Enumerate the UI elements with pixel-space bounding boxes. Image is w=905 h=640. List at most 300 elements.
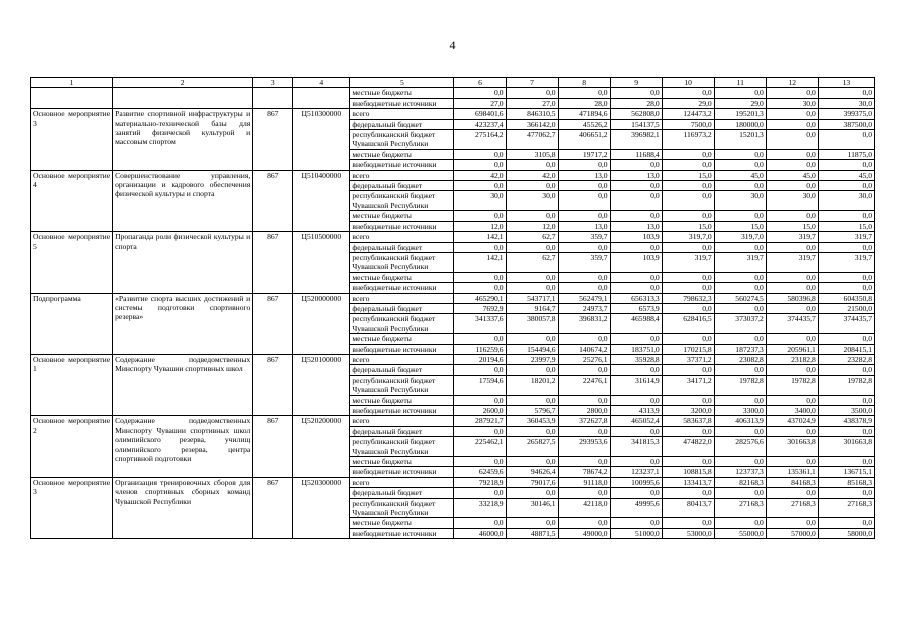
value-cell: 0,0 <box>714 160 766 170</box>
value-cell: 0,0 <box>610 365 662 375</box>
value-cell: 846310,5 <box>506 109 558 119</box>
value-cell: 15,0 <box>766 221 818 231</box>
value-cell: 28,0 <box>610 98 662 108</box>
funding-source: всего <box>350 293 454 303</box>
value-cell: 301663,8 <box>766 437 818 457</box>
value-cell: 0,0 <box>558 160 610 170</box>
value-cell: 0,0 <box>714 365 766 375</box>
program-type: Основное мероприятие 4 <box>31 170 113 231</box>
value-cell: 19782,8 <box>766 375 818 395</box>
funding-source: всего <box>350 416 454 426</box>
value-cell: 103,9 <box>610 232 662 242</box>
value-cell: 406313,9 <box>714 416 766 426</box>
value-cell: 293953,6 <box>558 437 610 457</box>
value-cell: 0,0 <box>766 283 818 293</box>
funding-source: местные бюджеты <box>350 272 454 282</box>
funding-source: внебюджетные источники <box>350 528 454 538</box>
value-cell: 23182,8 <box>766 354 818 364</box>
program-name: Пропаганда роли физической культуры и спорта <box>113 232 253 293</box>
value-cell: 4313,9 <box>610 406 662 416</box>
value-cell: 628416,5 <box>662 314 714 334</box>
value-cell: 3500,0 <box>818 406 874 416</box>
value-cell: 51000,0 <box>610 528 662 538</box>
value-cell: 698401,6 <box>454 109 506 119</box>
value-cell: 27,0 <box>506 98 558 108</box>
value-cell: 0,0 <box>818 211 874 221</box>
value-cell: 0,0 <box>766 395 818 405</box>
header-cell: 3 <box>253 78 293 88</box>
funding-source: местные бюджеты <box>350 457 454 467</box>
program-name: Организация тренировочных сборов для членов спортивных сборных команд Чувашской Республики <box>113 477 253 538</box>
value-cell: 341815,3 <box>610 437 662 457</box>
value-cell: 798632,3 <box>662 293 714 303</box>
value-cell: 183751,0 <box>610 344 662 354</box>
value-cell: 142,1 <box>454 232 506 242</box>
value-cell: 136715,1 <box>818 467 874 477</box>
value-cell: 0,0 <box>662 426 714 436</box>
funding-source: всего <box>350 109 454 119</box>
value-cell: 27168,3 <box>714 498 766 518</box>
value-cell: 29,0 <box>662 98 714 108</box>
value-cell: 22476,1 <box>558 375 610 395</box>
value-cell: 437024,9 <box>766 416 818 426</box>
value-cell: 48871,5 <box>506 528 558 538</box>
value-cell: 123237,1 <box>610 467 662 477</box>
value-cell: 45,0 <box>818 170 874 180</box>
value-cell: 0,0 <box>610 160 662 170</box>
value-cell: 116973,2 <box>662 130 714 150</box>
value-cell: 0,0 <box>610 272 662 282</box>
value-cell: 27,0 <box>454 98 506 108</box>
value-cell: 7692,9 <box>454 303 506 313</box>
value-cell: 79017,6 <box>506 477 558 487</box>
value-cell: 19782,8 <box>714 375 766 395</box>
value-cell: 0,0 <box>506 272 558 282</box>
value-cell: 0,0 <box>610 426 662 436</box>
value-cell: 319,7 <box>766 252 818 272</box>
value-cell: 0,0 <box>818 365 874 375</box>
value-cell: 62,7 <box>506 232 558 242</box>
value-cell: 0,0 <box>610 211 662 221</box>
header-cell: 5 <box>350 78 454 88</box>
value-cell: 0,0 <box>558 457 610 467</box>
program-name: Содержание подведомственных Минспорту Чувашии спортивных школ олимпийского резерва, училищ олимпийского резерва, центра спортивной подготовки <box>113 416 253 477</box>
value-cell: 0,0 <box>766 518 818 528</box>
value-cell: 0,0 <box>454 211 506 221</box>
value-cell: 2800,0 <box>558 406 610 416</box>
value-cell: 399375,0 <box>818 109 874 119</box>
value-cell: 0,0 <box>558 334 610 344</box>
value-cell: 123737,3 <box>714 467 766 477</box>
value-cell: 0,0 <box>766 272 818 282</box>
funding-source: всего <box>350 477 454 487</box>
funding-source: всего <box>350 354 454 364</box>
funding-source: местные бюджеты <box>350 149 454 159</box>
value-cell: 0,0 <box>714 149 766 159</box>
value-cell: 195201,3 <box>714 109 766 119</box>
program-type: Основное мероприятие 3 <box>31 477 113 538</box>
funding-source: внебюджетные источники <box>350 160 454 170</box>
value-cell: 11688,4 <box>610 149 662 159</box>
value-cell: 0,0 <box>662 283 714 293</box>
funding-source: республиканский бюджет Чувашской Республики <box>350 498 454 518</box>
value-cell: 0,0 <box>454 365 506 375</box>
value-cell: 282576,6 <box>714 437 766 457</box>
funding-source: внебюджетные источники <box>350 283 454 293</box>
value-cell: 372627,8 <box>558 416 610 426</box>
value-cell: 15201,3 <box>714 130 766 150</box>
value-cell: 5796,7 <box>506 406 558 416</box>
value-cell: 225462,1 <box>454 437 506 457</box>
value-cell: 3105,8 <box>506 149 558 159</box>
value-cell: 108815,8 <box>662 467 714 477</box>
value-cell: 0,0 <box>714 518 766 528</box>
value-cell: 0,0 <box>454 395 506 405</box>
value-cell: 0,0 <box>766 109 818 119</box>
value-cell: 15,0 <box>818 221 874 231</box>
value-cell: 0,0 <box>662 457 714 467</box>
funding-source: федеральный бюджет <box>350 365 454 375</box>
program-type: Подпрограмма <box>31 293 113 354</box>
agency-code: 867 <box>253 416 293 477</box>
agency-code: 867 <box>253 109 293 170</box>
value-cell: 91118,0 <box>558 477 610 487</box>
value-cell: 0,0 <box>610 242 662 252</box>
value-cell: 27168,3 <box>766 498 818 518</box>
value-cell: 341337,6 <box>454 314 506 334</box>
value-cell: 80413,7 <box>662 498 714 518</box>
value-cell: 0,0 <box>610 488 662 498</box>
value-cell: 23997,9 <box>506 354 558 364</box>
value-cell: 0,0 <box>714 488 766 498</box>
value-cell: 0,0 <box>766 149 818 159</box>
table-row <box>31 170 875 180</box>
value-cell: 0,0 <box>818 518 874 528</box>
value-cell: 30,0 <box>766 98 818 108</box>
funding-source: республиканский бюджет Чувашской Республики <box>350 437 454 457</box>
value-cell: 0,0 <box>818 181 874 191</box>
value-cell: 0,0 <box>454 160 506 170</box>
value-cell: 656313,3 <box>610 293 662 303</box>
value-cell: 55000,0 <box>714 528 766 538</box>
table-row <box>31 293 875 303</box>
value-cell: 0,0 <box>662 365 714 375</box>
agency-code: 867 <box>253 354 293 415</box>
value-cell: 0,0 <box>818 242 874 252</box>
funding-source: внебюджетные источники <box>350 467 454 477</box>
value-cell: 30,0 <box>506 191 558 211</box>
value-cell: 0,0 <box>610 191 662 211</box>
value-cell: 562808,0 <box>610 109 662 119</box>
program-type: Основное мероприятие 5 <box>31 232 113 293</box>
funding-source: местные бюджеты <box>350 518 454 528</box>
value-cell: 374435,7 <box>766 314 818 334</box>
header-cell: 11 <box>714 78 766 88</box>
value-cell: 0,0 <box>454 457 506 467</box>
value-cell: 0,0 <box>454 242 506 252</box>
value-cell: 45526,2 <box>558 119 610 129</box>
value-cell: 154494,6 <box>506 344 558 354</box>
value-cell: 396982,1 <box>610 130 662 150</box>
header-cell: 2 <box>113 78 253 88</box>
value-cell: 0,0 <box>662 149 714 159</box>
header-cell: 10 <box>662 78 714 88</box>
value-cell: 62,7 <box>506 252 558 272</box>
funding-source: внебюджетные источники <box>350 98 454 108</box>
value-cell: 33218,9 <box>454 498 506 518</box>
value-cell: 25276,1 <box>558 354 610 364</box>
value-cell: 0,0 <box>766 303 818 313</box>
value-cell: 208415,1 <box>818 344 874 354</box>
value-cell: 13,0 <box>610 170 662 180</box>
value-cell: 0,0 <box>506 283 558 293</box>
value-cell: 0,0 <box>766 365 818 375</box>
value-cell: 0,0 <box>506 395 558 405</box>
value-cell: 0,0 <box>454 488 506 498</box>
value-cell: 0,0 <box>662 488 714 498</box>
value-cell: 438378,9 <box>818 416 874 426</box>
program-type: Основное мероприятие 1 <box>31 354 113 415</box>
funding-source: федеральный бюджет <box>350 242 454 252</box>
value-cell: 0,0 <box>454 283 506 293</box>
header-row <box>31 78 875 88</box>
program-type: Основное мероприятие 2 <box>31 416 113 477</box>
value-cell: 319,7 <box>766 232 818 242</box>
budget-code: Ц510500000 <box>293 232 350 293</box>
value-cell: 12,0 <box>506 221 558 231</box>
value-cell: 0,0 <box>662 518 714 528</box>
value-cell: 0,0 <box>558 242 610 252</box>
funding-source: республиканский бюджет Чувашской Республики <box>350 252 454 272</box>
value-cell: 0,0 <box>558 283 610 293</box>
funding-source: республиканский бюджет Чувашской Республики <box>350 130 454 150</box>
value-cell: 0,0 <box>610 518 662 528</box>
value-cell: 3400,0 <box>766 406 818 416</box>
value-cell: 124473,2 <box>662 109 714 119</box>
value-cell: 42,0 <box>506 170 558 180</box>
value-cell: 20194,6 <box>454 354 506 364</box>
value-cell: 42118,0 <box>558 498 610 518</box>
value-cell: 0,0 <box>766 334 818 344</box>
value-cell: 0,0 <box>818 130 874 150</box>
value-cell: 287921,7 <box>454 416 506 426</box>
agency-code: 867 <box>253 477 293 538</box>
value-cell: 406651,2 <box>558 130 610 150</box>
value-cell: 140674,2 <box>558 344 610 354</box>
value-cell: 0,0 <box>766 488 818 498</box>
value-cell: 103,9 <box>610 252 662 272</box>
value-cell: 560274,5 <box>714 293 766 303</box>
value-cell: 0,0 <box>610 181 662 191</box>
value-cell: 0,0 <box>818 272 874 282</box>
value-cell: 78674,2 <box>558 467 610 477</box>
header-cell: 8 <box>558 78 610 88</box>
agency-code: 867 <box>253 170 293 231</box>
value-cell: 45,0 <box>766 170 818 180</box>
value-cell: 24973,7 <box>558 303 610 313</box>
value-cell: 45,0 <box>714 170 766 180</box>
value-cell: 0,0 <box>454 426 506 436</box>
value-cell: 31614,9 <box>610 375 662 395</box>
value-cell: 0,0 <box>454 334 506 344</box>
value-cell: 380057,8 <box>506 314 558 334</box>
value-cell: 94626,4 <box>506 467 558 477</box>
program-name: Совершенствование управления, организации и кадрового обеспечения физической культуры и спорта <box>113 170 253 231</box>
value-cell: 85168,3 <box>818 477 874 487</box>
value-cell: 319,7 <box>818 232 874 242</box>
value-cell: 12,0 <box>454 221 506 231</box>
value-cell: 0,0 <box>766 426 818 436</box>
value-cell: 0,0 <box>714 426 766 436</box>
value-cell: 543717,1 <box>506 293 558 303</box>
header-cell: 13 <box>818 78 874 88</box>
value-cell: 0,0 <box>714 88 766 98</box>
value-cell: 0,0 <box>558 191 610 211</box>
value-cell: 0,0 <box>714 303 766 313</box>
program-name: «Развитие спорта высших достижений и системы подготовки спортивного резерва» <box>113 293 253 354</box>
funding-source: федеральный бюджет <box>350 426 454 436</box>
program-name: Содержание подведомственных Минспорту Чувашии спортивных школ <box>113 354 253 415</box>
value-cell: 0,0 <box>714 457 766 467</box>
value-cell: 0,0 <box>662 395 714 405</box>
value-cell: 275164,2 <box>454 130 506 150</box>
value-cell: 0,0 <box>818 457 874 467</box>
budget-code: Ц520200000 <box>293 416 350 477</box>
value-cell: 23282,8 <box>818 354 874 364</box>
table-row <box>31 88 875 98</box>
value-cell: 0,0 <box>766 457 818 467</box>
table-row <box>31 109 875 119</box>
value-cell: 0,0 <box>506 160 558 170</box>
funding-source: республиканский бюджет Чувашской Республики <box>350 375 454 395</box>
value-cell: 360453,9 <box>506 416 558 426</box>
value-cell: 0,0 <box>766 242 818 252</box>
empty-cell <box>293 88 350 109</box>
funding-source: местные бюджеты <box>350 88 454 98</box>
funding-source: федеральный бюджет <box>350 303 454 313</box>
value-cell: 0,0 <box>766 88 818 98</box>
value-cell: 170215,8 <box>662 344 714 354</box>
value-cell: 0,0 <box>506 211 558 221</box>
funding-source: республиканский бюджет Чувашской Республики <box>350 314 454 334</box>
value-cell: 0,0 <box>662 191 714 211</box>
value-cell: 27168,3 <box>818 498 874 518</box>
value-cell: 23082,8 <box>714 354 766 364</box>
agency-code: 867 <box>253 232 293 293</box>
value-cell: 301663,8 <box>818 437 874 457</box>
value-cell: 19717,2 <box>558 149 610 159</box>
value-cell: 0,0 <box>558 365 610 375</box>
funding-source: всего <box>350 232 454 242</box>
value-cell: 0,0 <box>506 457 558 467</box>
value-cell: 0,0 <box>454 181 506 191</box>
value-cell: 0,0 <box>506 365 558 375</box>
value-cell: 0,0 <box>558 272 610 282</box>
value-cell: 477062,7 <box>506 130 558 150</box>
value-cell: 0,0 <box>766 119 818 129</box>
value-cell: 319,7 <box>662 252 714 272</box>
value-cell: 0,0 <box>506 488 558 498</box>
value-cell: 180000,0 <box>714 119 766 129</box>
value-cell: 0,0 <box>714 181 766 191</box>
value-cell: 396831,2 <box>558 314 610 334</box>
value-cell: 0,0 <box>662 272 714 282</box>
value-cell: 42,0 <box>454 170 506 180</box>
table-row <box>31 354 875 364</box>
value-cell: 29,0 <box>714 98 766 108</box>
value-cell: 11875,0 <box>818 149 874 159</box>
value-cell: 142,1 <box>454 252 506 272</box>
value-cell: 13,0 <box>558 221 610 231</box>
value-cell: 583637,8 <box>662 416 714 426</box>
value-cell: 0,0 <box>454 88 506 98</box>
empty-cell <box>253 88 293 109</box>
value-cell: 0,0 <box>818 334 874 344</box>
value-cell: 0,0 <box>818 488 874 498</box>
value-cell: 0,0 <box>714 211 766 221</box>
value-cell: 79218,9 <box>454 477 506 487</box>
value-cell: 9164,7 <box>506 303 558 313</box>
value-cell: 3200,0 <box>662 406 714 416</box>
value-cell: 0,0 <box>662 88 714 98</box>
value-cell: 100995,6 <box>610 477 662 487</box>
value-cell: 0,0 <box>454 149 506 159</box>
program-name: Развитие спортивной инфраструктуры и материально-технической базы для занятий физической культурой и массовым спортом <box>113 109 253 170</box>
budget-code: Ц510400000 <box>293 170 350 231</box>
value-cell: 30,0 <box>818 98 874 108</box>
value-cell: 0,0 <box>558 488 610 498</box>
value-cell: 0,0 <box>454 518 506 528</box>
budget-code: Ц520000000 <box>293 293 350 354</box>
value-cell: 0,0 <box>610 88 662 98</box>
program-type: Основное мероприятие 3 <box>31 109 113 170</box>
header-cell: 6 <box>454 78 506 88</box>
value-cell: 0,0 <box>818 88 874 98</box>
value-cell: 359,7 <box>558 252 610 272</box>
value-cell: 0,0 <box>506 181 558 191</box>
value-cell: 2600,0 <box>454 406 506 416</box>
value-cell: 0,0 <box>766 160 818 170</box>
funding-source: республиканский бюджет Чувашской Республики <box>350 191 454 211</box>
value-cell: 15,0 <box>662 221 714 231</box>
value-cell: 465988,4 <box>610 314 662 334</box>
value-cell: 387500,0 <box>818 119 874 129</box>
value-cell: 374435,7 <box>818 314 874 334</box>
value-cell: 19782,8 <box>818 375 874 395</box>
value-cell: 0,0 <box>714 242 766 252</box>
value-cell: 0,0 <box>766 130 818 150</box>
value-cell: 319,7 <box>818 252 874 272</box>
value-cell: 133413,7 <box>662 477 714 487</box>
header-cell: 1 <box>31 78 113 88</box>
value-cell: 465052,4 <box>610 416 662 426</box>
value-cell: 0,0 <box>610 334 662 344</box>
value-cell: 53000,0 <box>662 528 714 538</box>
value-cell: 0,0 <box>558 211 610 221</box>
value-cell: 135361,1 <box>766 467 818 477</box>
value-cell: 15,0 <box>662 170 714 180</box>
funding-source: местные бюджеты <box>350 395 454 405</box>
value-cell: 7500,0 <box>662 119 714 129</box>
value-cell: 0,0 <box>558 426 610 436</box>
value-cell: 580396,8 <box>766 293 818 303</box>
value-cell: 18201,2 <box>506 375 558 395</box>
funding-source: федеральный бюджет <box>350 181 454 191</box>
value-cell: 35928,8 <box>610 354 662 364</box>
value-cell: 0,0 <box>662 181 714 191</box>
value-cell: 0,0 <box>610 395 662 405</box>
header-cell: 4 <box>293 78 350 88</box>
